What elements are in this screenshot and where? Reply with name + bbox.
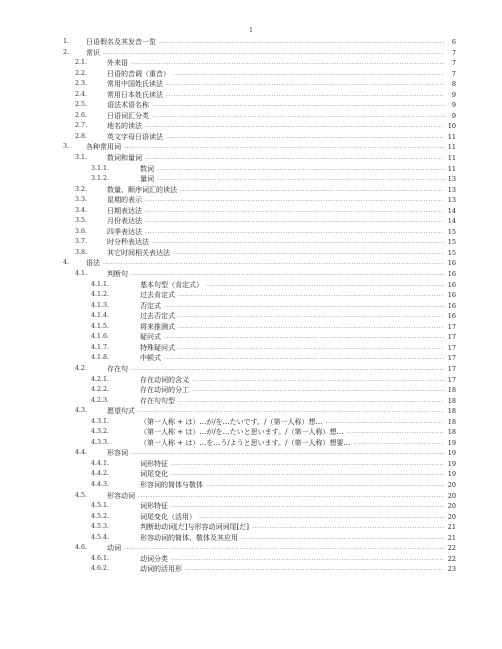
toc-entry-number: 2.3. [75, 80, 88, 88]
dot-leader [103, 48, 444, 59]
toc-entry-page: 16 [447, 259, 456, 268]
toc-entry[interactable] [0, 438, 502, 449]
toc-entry-title: 判断句 [107, 270, 128, 279]
dot-leader [180, 185, 444, 196]
toc-entry-number: 4.3.1. [91, 417, 110, 425]
dot-leader [145, 195, 444, 206]
dot-leader [145, 121, 444, 132]
toc-entry-number: 3. [63, 143, 70, 151]
toc-entry-title: 地名的读法 [107, 122, 142, 131]
toc-entry[interactable] [0, 417, 502, 428]
dot-leader [353, 438, 444, 449]
toc-entry-title: 日语假名及其发音一览 [86, 38, 156, 46]
toc-entry-title: （第一人称 + は）…が/を…たいです。/（第一人称）想… [140, 417, 323, 426]
toc-entry-page: 17 [447, 343, 456, 352]
toc-entry-title: 日期表达法 [107, 206, 142, 215]
toc-entry-number: 4.3.3. [91, 438, 110, 446]
toc-entry-number: 2. [63, 48, 70, 56]
toc-entry-title: 词形特征 [140, 502, 168, 511]
toc-entry[interactable] [0, 121, 502, 132]
toc-entry-title: 形容动词的简体、敬体及其应用 [140, 533, 238, 542]
toc-entry-page: 17 [447, 375, 456, 384]
toc-entry-number: 2.7. [75, 122, 88, 130]
toc-entry-title: 词形特征 [140, 459, 168, 468]
toc-entry-number: 4.1.3. [91, 301, 110, 309]
dot-leader [152, 237, 444, 248]
toc-entry[interactable] [0, 396, 502, 407]
toc-entry-number: 4.1.6. [91, 333, 110, 341]
toc-entry[interactable] [0, 58, 502, 69]
toc-entry[interactable] [0, 459, 502, 470]
toc-entry-page: 16 [447, 301, 456, 310]
toc-entry-number: 4.2.2. [91, 386, 110, 394]
toc-entry[interactable] [0, 79, 502, 90]
toc-entry-number: 3.8. [75, 248, 88, 256]
toc-entry-page: 20 [447, 491, 456, 500]
toc-entry-title: 常识 [86, 48, 100, 57]
dot-leader [164, 301, 444, 312]
dot-leader [103, 258, 444, 269]
toc-entry[interactable] [0, 406, 502, 417]
toc-entry[interactable] [0, 385, 502, 396]
toc-entry-page: 15 [447, 227, 456, 236]
toc-entry-number: 4.4.2. [91, 470, 110, 478]
toc-entry-title: 形容词的简体与敬体 [140, 480, 203, 489]
toc-entry-number: 4.5.3. [91, 523, 110, 531]
toc-entry-page: 16 [447, 280, 456, 289]
toc-entry[interactable] [0, 227, 502, 238]
toc-entry-number: 3.5. [75, 217, 88, 225]
toc-entry[interactable] [0, 269, 502, 280]
toc-entry-page: 22 [447, 544, 456, 553]
toc-entry-title: 形容动词 [107, 491, 135, 500]
toc-entry-page: 8 [451, 80, 456, 89]
toc-entry[interactable] [0, 48, 502, 59]
toc-entry-number: 4.2. [75, 364, 88, 372]
toc-entry-page: 16 [447, 291, 456, 300]
toc-entry-title: 形容词 [107, 449, 128, 458]
toc-entry-page: 22 [447, 554, 456, 563]
toc-entry-page: 15 [447, 238, 456, 247]
toc-entry[interactable] [0, 364, 502, 375]
toc-entry-page: 17 [447, 364, 456, 373]
dot-leader [192, 375, 444, 386]
toc-entry-number: 4.1.5. [91, 322, 110, 330]
toc-entry-title: 特殊疑问式 [140, 343, 175, 352]
toc-entry-title: 词尾变化 [140, 470, 168, 479]
toc-entry-number: 4.5.4. [91, 533, 110, 541]
toc-entry[interactable] [0, 322, 502, 333]
toc-entry-title: 存在动词的分工 [140, 386, 189, 395]
dot-leader [166, 90, 444, 101]
toc-entry-title: 过去肯定式 [140, 291, 175, 300]
toc-entry[interactable] [0, 469, 502, 480]
toc-entry-page: 18 [447, 407, 456, 416]
toc-entry-title: 星期的表示 [107, 196, 142, 205]
toc-entry-page: 20 [447, 502, 456, 511]
toc-entry-number: 4.6.2. [91, 565, 110, 573]
toc-entry-page: 18 [447, 417, 456, 426]
dot-leader [131, 269, 444, 280]
toc-entry-page: 18 [447, 386, 456, 395]
dot-leader [164, 353, 444, 364]
toc-entry-page: 10 [447, 122, 456, 131]
toc-entry-page: 19 [447, 449, 456, 458]
dot-leader [131, 58, 444, 69]
toc-entry[interactable] [0, 512, 502, 523]
toc-entry-number: 4.1.4. [91, 312, 110, 320]
dot-leader [138, 491, 444, 502]
toc-entry-title: 动词 [107, 544, 121, 553]
dot-leader [152, 111, 444, 122]
toc-entry[interactable] [0, 69, 502, 80]
toc-entry-title: 将来推测式 [140, 322, 175, 331]
dot-leader [159, 37, 444, 48]
toc-entry-page: 19 [447, 459, 456, 468]
toc-entry-page: 17 [447, 322, 456, 331]
toc-entry[interactable] [0, 290, 502, 301]
toc-entry-title: 存在句句型 [140, 396, 175, 405]
dot-leader [171, 501, 444, 512]
toc-entry-number: 4.6.1. [91, 554, 110, 562]
toc-entry-title: 中顿式 [140, 354, 161, 363]
toc-entry-page: 9 [451, 111, 456, 120]
dot-leader [166, 79, 444, 90]
toc-entry[interactable] [0, 142, 502, 153]
toc-entry-page: 20 [447, 480, 456, 489]
dot-leader [173, 248, 444, 259]
toc-entry[interactable] [0, 332, 502, 343]
toc-entry-title: 动词的活用形 [140, 565, 182, 574]
dot-leader [252, 522, 444, 533]
toc-entry[interactable] [0, 543, 502, 554]
toc-entry-page: 18 [447, 428, 456, 437]
toc-entry-page: 17 [447, 354, 456, 363]
dot-leader [171, 554, 444, 565]
toc-entry[interactable] [0, 343, 502, 354]
toc-entry[interactable] [0, 258, 502, 269]
toc-entry-page: 20 [447, 512, 456, 521]
toc-entry-title: 常用中国姓氏读法 [107, 80, 163, 89]
toc-entry-number: 4.5. [75, 491, 88, 499]
toc-entry-page: 19 [447, 470, 456, 479]
toc-entry-title: 愿望句式 [107, 407, 135, 416]
toc-entry[interactable] [0, 216, 502, 227]
dot-leader [178, 322, 444, 333]
toc-entry-title: 其它时间相关表达法 [107, 248, 170, 257]
toc-entry[interactable] [0, 353, 502, 364]
toc-entry-page: 13 [447, 175, 456, 184]
toc-entry[interactable] [0, 491, 502, 502]
toc-entry-title: （第一人称 + は）…が/を…たいと思います。/（第一人称）想… [140, 428, 344, 437]
toc-entry[interactable] [0, 280, 502, 291]
toc-entry-title: 各种常用词 [86, 143, 121, 152]
toc-entry[interactable] [0, 248, 502, 259]
toc-entry[interactable] [0, 554, 502, 565]
toc-entry-number: 4.1.1. [91, 280, 110, 288]
toc-entry-number: 3.1. [75, 154, 88, 162]
toc-entry-number: 4.4.1. [91, 459, 110, 467]
toc-entry-number: 4.4. [75, 449, 88, 457]
toc-entry[interactable] [0, 480, 502, 491]
toc-entry-number: 4.2.3. [91, 396, 110, 404]
toc-entry-page: 11 [447, 164, 456, 173]
dot-leader [206, 280, 444, 291]
toc-entry-number: 3.4. [75, 206, 88, 214]
toc-entry-title: 月份表达法 [107, 217, 142, 226]
toc-entry-title: 量词 [140, 175, 154, 184]
toc-entry-page: 14 [447, 206, 456, 215]
page-number: 1 [249, 27, 253, 34]
toc-entry-number: 4.1.7. [91, 343, 110, 351]
toc-entry-page: 9 [451, 101, 456, 110]
toc-entry-title: 语法术语名称 [107, 101, 149, 110]
toc-entry-number: 4.5.1. [91, 502, 110, 510]
dot-leader [171, 459, 444, 470]
toc-entry-page: 13 [447, 196, 456, 205]
dot-leader [157, 164, 444, 175]
dot-leader [131, 448, 444, 459]
toc-entry-title: （第一人称 + は）…を…う/ようと思います。/（第一人称）想要… [140, 438, 351, 447]
dot-leader [178, 311, 444, 322]
toc-entry[interactable] [0, 90, 502, 101]
toc-entry-number: 3.6. [75, 227, 88, 235]
dot-leader [145, 153, 444, 164]
toc-entry-title: 疑问式 [140, 333, 161, 342]
dot-leader [178, 396, 444, 407]
toc-entry-page: 7 [451, 59, 456, 68]
toc-entry-page: 6 [451, 38, 456, 46]
toc-entry-number: 4.6. [75, 544, 88, 552]
toc-entry[interactable] [0, 427, 502, 438]
toc-entry-number: 1. [63, 38, 70, 45]
toc-entry-number: 3.7. [75, 238, 88, 246]
toc-entry-page: 16 [447, 270, 456, 279]
toc-entry[interactable] [0, 206, 502, 217]
toc-entry-title: 存在句 [107, 364, 128, 373]
toc-entry-page: 7 [451, 69, 456, 78]
toc-entry-page: 15 [447, 248, 456, 257]
toc-entry-number: 2.1. [75, 59, 88, 67]
toc-entry[interactable] [0, 448, 502, 459]
toc-entry-page: 19 [447, 438, 456, 447]
toc-entry[interactable] [0, 311, 502, 322]
dot-leader [145, 206, 444, 217]
toc-entry-title: 过去否定式 [140, 312, 175, 321]
dot-leader [185, 564, 444, 575]
toc-entry-title: 判断助动词[だ]与形容动词词尾[だ] [140, 523, 249, 532]
toc-entry-page: 17 [447, 333, 456, 342]
toc-entry-title: 存在动词的含义 [140, 375, 189, 384]
toc-entry[interactable] [0, 100, 502, 111]
dot-leader [145, 216, 444, 227]
toc-entry-number: 2.8. [75, 132, 88, 140]
toc-entry[interactable] [0, 185, 502, 196]
toc-entry-page: 23 [447, 565, 456, 574]
toc-entry-number: 4.3. [75, 407, 88, 415]
toc-entry-title: 否定式 [140, 301, 161, 310]
toc-entry-number: 2.6. [75, 111, 88, 119]
toc-entry-title: 时分秒表达法 [107, 238, 149, 247]
toc-entry-page: 14 [447, 217, 456, 226]
toc-entry-number: 2.4. [75, 90, 88, 98]
toc-entry-number: 3.2. [75, 185, 88, 193]
dot-leader [325, 417, 444, 428]
toc-entry-page: 16 [447, 312, 456, 321]
toc-entry[interactable] [0, 501, 502, 512]
toc-entry-number: 4.1.8. [91, 354, 110, 362]
dot-leader [241, 533, 444, 544]
toc-entry-title: 外来语 [107, 59, 128, 68]
toc-entry[interactable] [0, 153, 502, 164]
toc-entry[interactable] [0, 111, 502, 122]
table-of-contents [0, 37, 502, 575]
toc-entry[interactable] [0, 301, 502, 312]
toc-entry[interactable] [0, 174, 502, 185]
toc-entry-page: 7 [451, 48, 456, 57]
toc-entry-title: 动词分类 [140, 554, 168, 563]
dot-leader [145, 227, 444, 238]
toc-entry-title: 数量、顺序词汇的读法 [107, 185, 177, 194]
toc-entry[interactable] [0, 237, 502, 248]
toc-entry[interactable] [0, 564, 502, 575]
toc-entry-page: 18 [447, 396, 456, 405]
dot-leader [164, 332, 444, 343]
dot-leader [166, 132, 444, 143]
dot-leader [346, 427, 444, 438]
toc-entry-number: 2.2. [75, 69, 88, 77]
toc-entry[interactable] [0, 533, 502, 544]
dot-leader [171, 469, 444, 480]
toc-entry-number: 4.1.2. [91, 291, 110, 299]
dot-leader [124, 142, 444, 153]
dot-leader [157, 174, 444, 185]
toc-entry[interactable] [0, 375, 502, 386]
toc-entry-title: 英文字母日语读法 [107, 132, 163, 141]
toc-entry[interactable] [0, 37, 502, 48]
toc-entry-number: 4.5.2. [91, 512, 110, 520]
toc-entry[interactable] [0, 132, 502, 143]
dot-leader [152, 100, 444, 111]
toc-entry-number: 3.1.1. [91, 164, 110, 172]
toc-entry-page: 21 [447, 533, 456, 542]
toc-entry-number: 4.2.1. [91, 375, 110, 383]
toc-entry-number: 4. [63, 259, 70, 267]
dot-leader [173, 69, 444, 80]
toc-entry-title: 日语词汇分类 [107, 111, 149, 120]
toc-entry[interactable] [0, 164, 502, 175]
toc-entry-page: 13 [447, 185, 456, 194]
toc-entry-number: 4.1. [75, 270, 88, 278]
dot-leader [192, 385, 444, 396]
toc-entry[interactable] [0, 522, 502, 533]
toc-entry-number: 3.1.2. [91, 175, 110, 183]
dot-leader [131, 364, 444, 375]
toc-entry-page: 11 [447, 154, 456, 163]
toc-entry-page: 11 [447, 132, 456, 141]
toc-entry-title: 基本句型（肯定式） [140, 280, 203, 289]
toc-entry-page: 9 [451, 90, 456, 99]
toc-entry-title: 语法 [86, 259, 100, 268]
toc-entry-title: 日语的音调（重音） [107, 69, 170, 78]
dot-leader [206, 480, 444, 491]
toc-entry-number: 4.4.3. [91, 480, 110, 488]
dot-leader [199, 512, 444, 523]
dot-leader [178, 343, 444, 354]
toc-entry-title: 数词和量词 [107, 154, 142, 163]
toc-entry-number: 3.3. [75, 196, 88, 204]
dot-leader [178, 290, 444, 301]
dot-leader [124, 543, 444, 554]
toc-entry-title: 词尾变化（活用） [140, 512, 196, 521]
toc-entry-number: 4.3.2. [91, 428, 110, 436]
dot-leader [138, 406, 444, 417]
toc-entry-title: 四季表达法 [107, 227, 142, 236]
toc-entry[interactable] [0, 195, 502, 206]
toc-entry-page: 11 [447, 143, 456, 152]
toc-entry-title: 数词 [140, 164, 154, 173]
toc-entry-page: 21 [447, 523, 456, 532]
toc-entry-number: 2.5. [75, 101, 88, 109]
toc-entry-title: 常用日本姓氏读法 [107, 90, 163, 99]
